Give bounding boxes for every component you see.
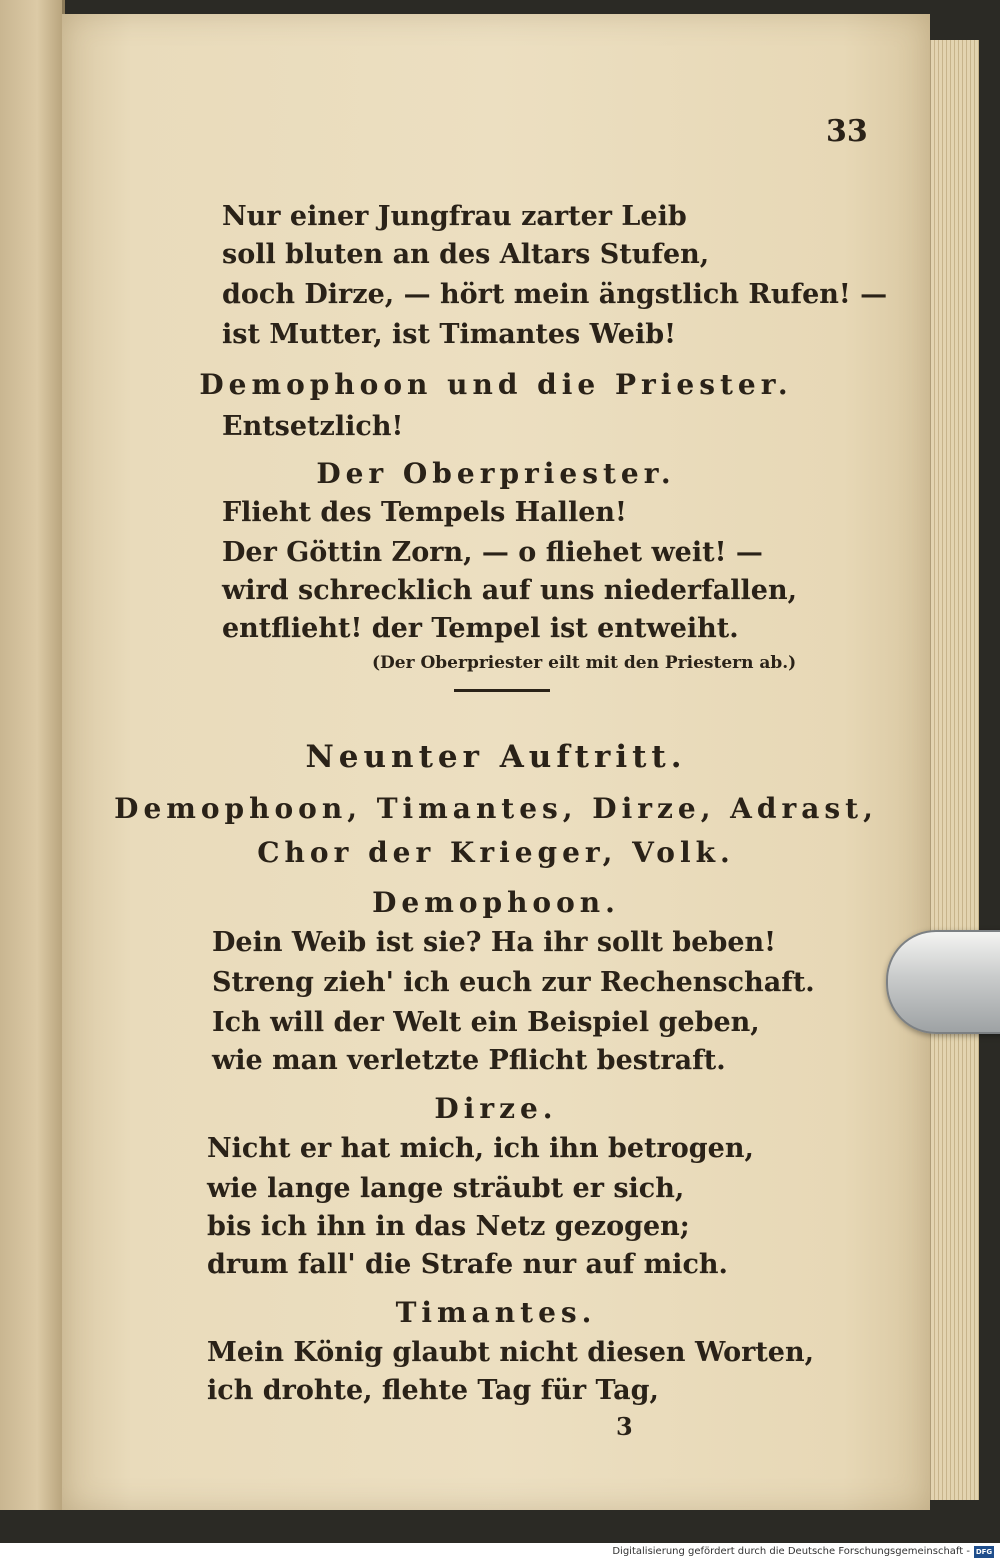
speech-line: entflieht! der Tempel ist entweiht.: [222, 613, 739, 644]
page-number: 33: [826, 114, 868, 149]
speaker-heading: Demophoon und die Priester.: [199, 368, 793, 401]
footer-bar: [0, 1543, 1000, 1561]
cast-line: Chor der Krieger, Volk.: [257, 836, 735, 869]
speech-line: bis ich ihn in das Netz gezogen;: [207, 1211, 690, 1242]
speech-line: Streng zieh' ich euch zur Rechenschaft.: [212, 967, 815, 998]
page-clip: [886, 930, 1000, 1034]
speaker-heading: Demophoon.: [372, 886, 620, 919]
speaker-heading: Timantes.: [395, 1296, 597, 1329]
speech-line: wird schrecklich auf uns niederfallen,: [222, 575, 797, 606]
speech-line: drum fall' die Strafe nur auf mich.: [207, 1249, 728, 1280]
speaker-heading: Dirze.: [434, 1092, 558, 1125]
section-divider: [454, 689, 550, 692]
verse-line: ist Mutter, ist Timantes Weib!: [222, 319, 676, 350]
cast-line: Demophoon, Timantes, Dirze, Adrast,: [114, 792, 878, 825]
book-page: [62, 14, 930, 1510]
funding-notice: Digitalisierung gefördert durch die Deutsche Forschungsgemeinschaft -: [612, 1546, 970, 1557]
left-page-edge: [0, 0, 65, 1510]
speech-line: Flieht des Tempels Hallen!: [222, 497, 627, 528]
speech-line: Ich will der Welt ein Beispiel geben,: [212, 1007, 760, 1038]
speech-line: Dein Weib ist sie? Ha ihr sollt beben!: [212, 927, 777, 958]
scene-title: Neunter Auftritt.: [305, 739, 687, 775]
speech-line: Nicht er hat mich, ich ihn betrogen,: [207, 1133, 754, 1164]
page-text: [62, 14, 930, 1510]
speech-line: Entsetzlich!: [222, 411, 404, 442]
verse-line: Nur einer Jungfrau zarter Leib: [222, 201, 687, 232]
speech-line: ich drohte, flehte Tag für Tag,: [207, 1375, 659, 1406]
speech-line: Mein König glaubt nicht diesen Worten,: [207, 1337, 814, 1368]
dfg-logo-icon: DFG: [975, 1548, 993, 1556]
speech-line: Der Göttin Zorn, — o fliehet weit! —: [222, 537, 763, 568]
verse-line: soll bluten an des Altars Stufen,: [222, 239, 710, 270]
speech-line: wie lange lange sträubt er sich,: [207, 1173, 685, 1204]
stage-direction: (Der Oberpriester eilt mit den Priestern ab.): [372, 653, 797, 673]
speech-line: wie man verletzte Pflicht bestraft.: [212, 1045, 726, 1076]
signature-mark: 3: [616, 1412, 633, 1441]
page-stack-edges: [930, 40, 979, 1500]
verse-line: doch Dirze, — hört mein ängstlich Rufen! —: [222, 279, 888, 310]
speaker-heading: Der Oberpriester.: [316, 457, 676, 490]
